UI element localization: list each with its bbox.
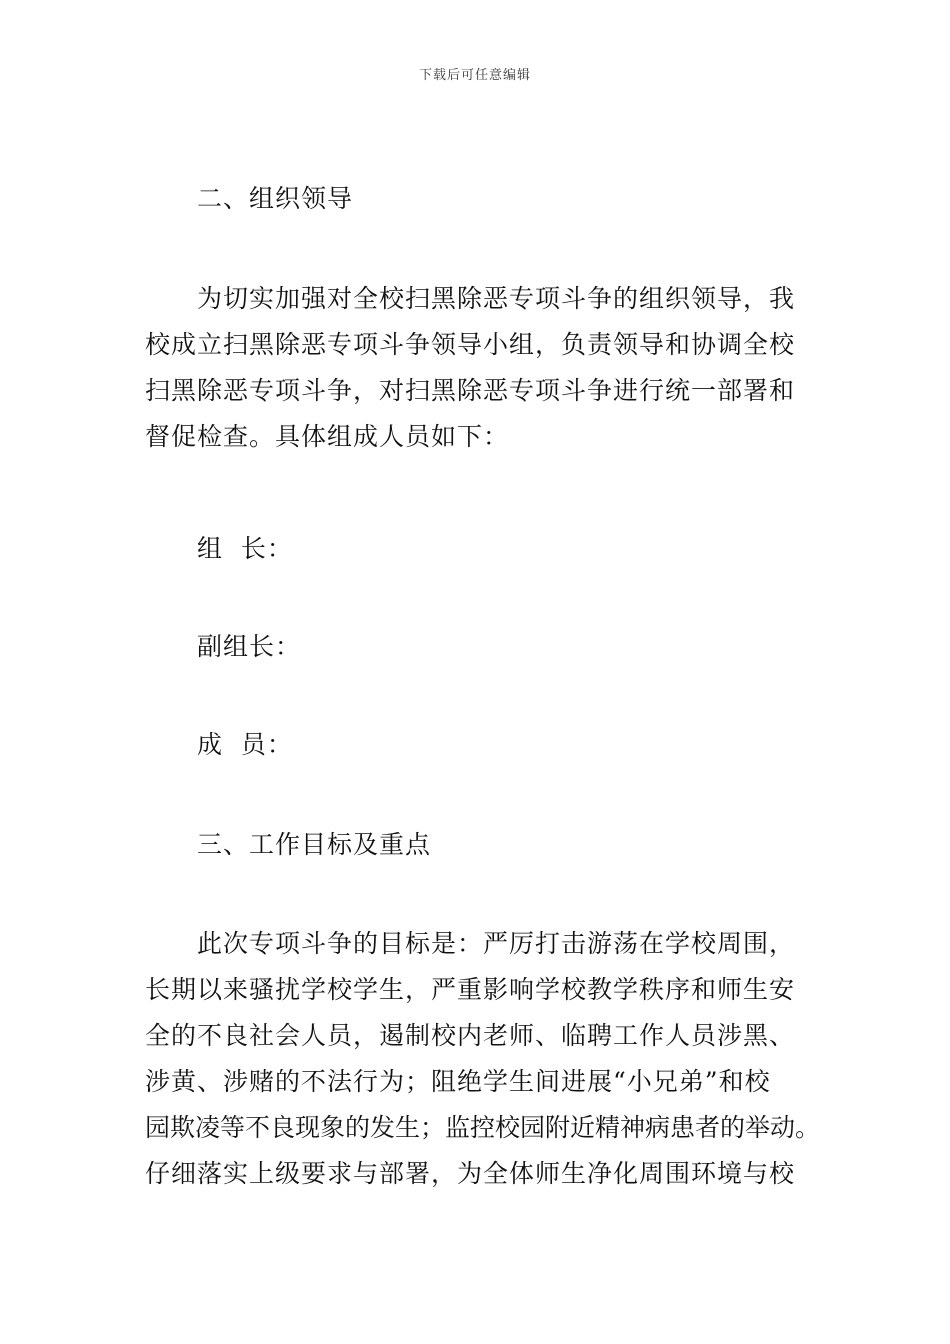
- field-leader: 组 长：: [197, 534, 293, 563]
- paragraph-line: 长期以来骚扰学校学生，严重影响学校教学秩序和师生安: [145, 975, 796, 1004]
- field-deputy-leader: 副组长：: [197, 632, 302, 661]
- paragraph-goals: [145, 921, 835, 1197]
- paragraph-line: 园欺凌等不良现象的发生；监控校园附近精神病患者的举动。: [145, 1113, 821, 1142]
- paragraph-line: 仔细落实上级要求与部署，为全体师生净化周围环境与校: [145, 1159, 796, 1188]
- page-header-note: 下载后可任意编辑: [418, 68, 531, 83]
- paragraph-line: 此次专项斗争的目标是：严厉打击游荡在学校周围，: [197, 929, 796, 958]
- section-heading-goals: 三、工作目标及重点: [197, 830, 432, 859]
- field-members: 成 员：: [197, 730, 293, 759]
- section-heading-organization: 二、组织领导: [197, 184, 354, 213]
- paragraph-line: 全的不良社会人员，遏制校内老师、临聘工作人员涉黑、: [145, 1021, 796, 1050]
- paragraph-line: 为切实加强对全校扫黑除恶专项斗争的组织领导，我: [197, 284, 796, 313]
- paragraph-line: 督促检查。具体组成人员如下：: [145, 422, 510, 451]
- paragraph-organization: [145, 276, 835, 460]
- paragraph-line: 扫黑除恶专项斗争，对扫黑除恶专项斗争进行统一部署和: [145, 376, 796, 405]
- paragraph-line: 校成立扫黑除恶专项斗争领导小组，负责领导和协调全校: [145, 330, 796, 359]
- paragraph-line: 涉黄、涉赌的不法行为；阻绝学生间进展“小兄弟”和校: [145, 1067, 771, 1096]
